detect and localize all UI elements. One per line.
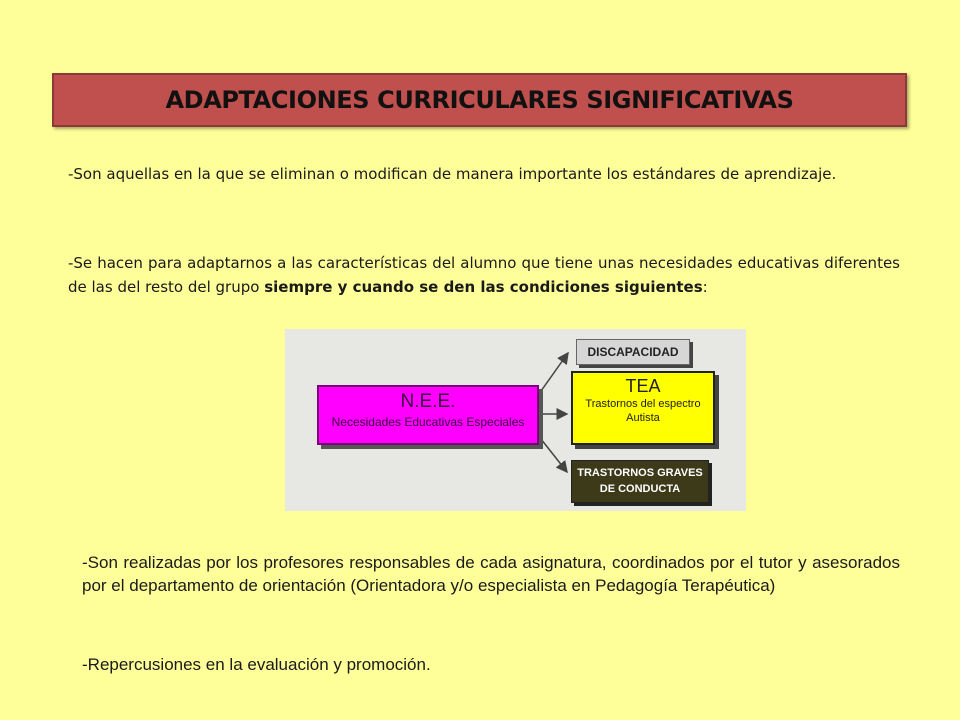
- trastornos-line1: TRASTORNOS GRAVES: [577, 467, 703, 479]
- trastornos-line2: DE CONDUCTA: [599, 483, 681, 495]
- paragraph-purpose-bold: siempre y cuando se den las condiciones siguientes: [264, 278, 703, 296]
- tea-title: TEA: [625, 376, 661, 396]
- paragraph-purpose: [68, 251, 900, 299]
- paragraph-definition: -Son aquellas en la que se eliminan o modifican de manera importante los estándares de aprendizaje.: [68, 165, 837, 183]
- page-title: ADAPTACIONES CURRICULARES SIGNIFICATIVAS: [165, 86, 794, 114]
- discapacidad-box: [576, 339, 690, 365]
- arrow-to-discapacidad: [541, 353, 568, 391]
- tea-box: [571, 371, 715, 445]
- paragraph-purpose-text: -Se hacen para adaptarnos a las características del alumno que tiene unas necesidades educativas diferentes de las del resto del grupo: [68, 254, 900, 296]
- nee-box: [317, 385, 539, 445]
- nee-diagram: [285, 329, 746, 511]
- title-banner: [52, 73, 907, 127]
- nee-title: N.E.E.: [400, 391, 456, 412]
- paragraph-responsibles: -Son realizadas por los profesores responsables de cada asignatura, coordinados por el tutor y asesorados por el departamento de orientación (Orientadora y/o especialista en Pedagogía Terapéutica): [82, 553, 900, 595]
- tea-line2: Autista: [626, 412, 660, 424]
- tea-line1: Trastornos del espectro: [585, 398, 701, 410]
- paragraph-purpose-end: :: [702, 278, 708, 296]
- trastornos-box: [571, 460, 709, 503]
- discapacidad-label: DISCAPACIDAD: [587, 345, 679, 359]
- arrow-to-trastornos: [541, 439, 567, 472]
- paragraph-repercussions: -Repercusiones en la evaluación y promoción.: [82, 655, 431, 674]
- nee-subtitle: Necesidades Educativas Especiales: [331, 415, 525, 429]
